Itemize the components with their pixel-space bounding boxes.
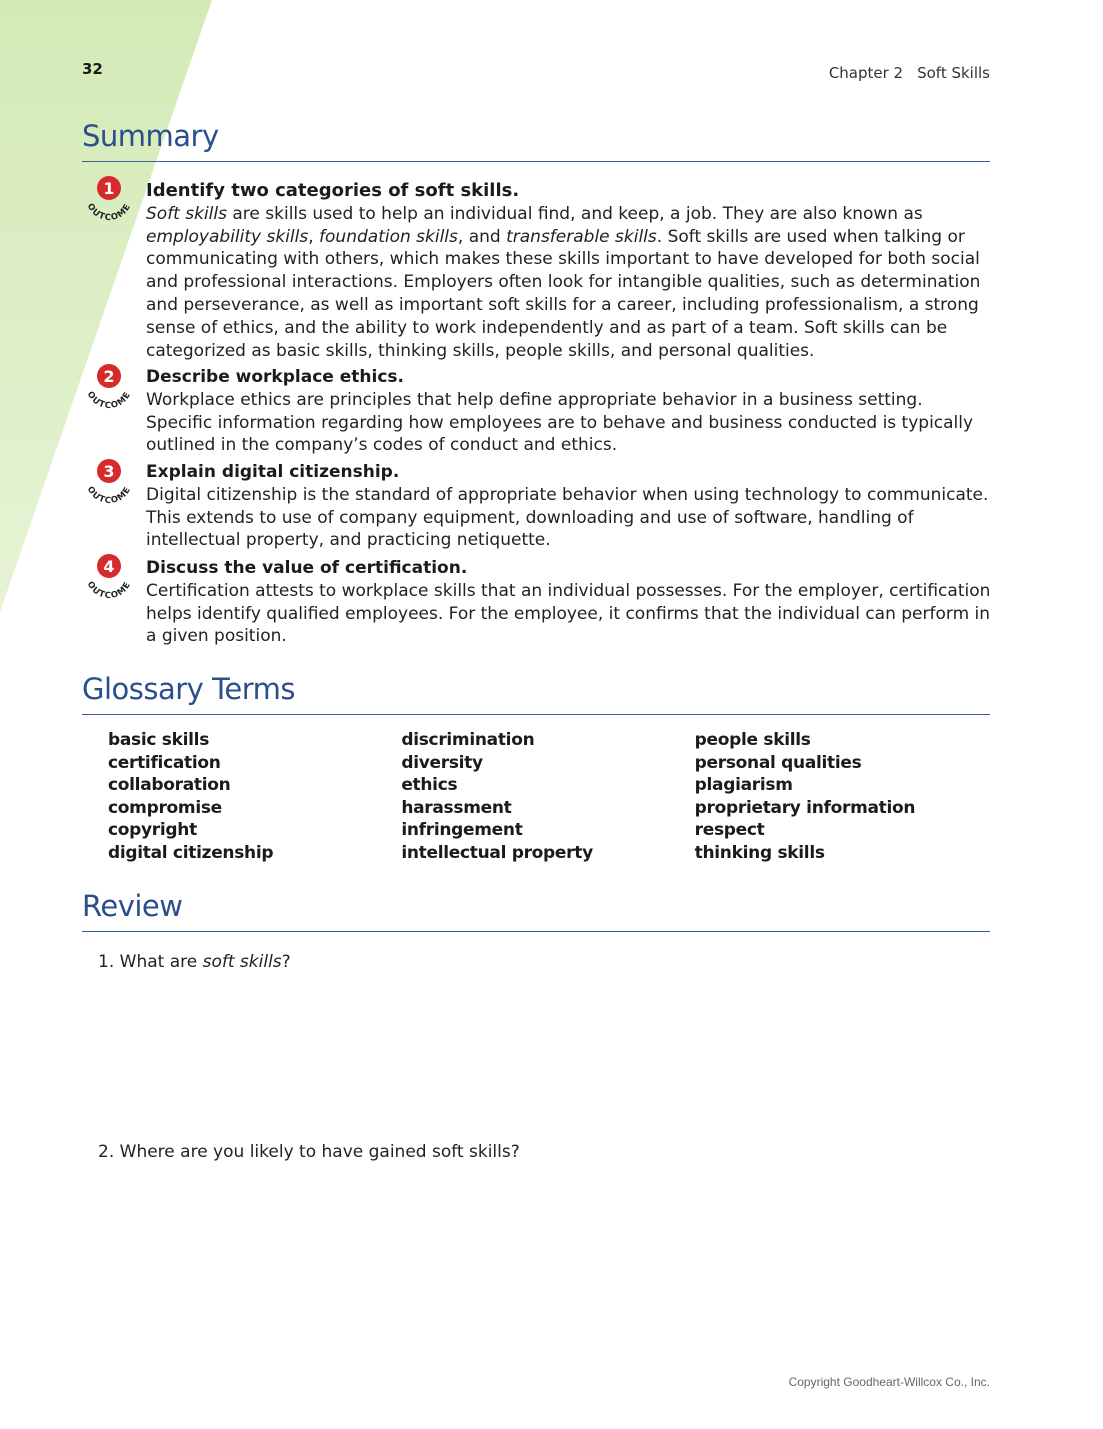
question-number: 2. (98, 1142, 115, 1162)
outcome-4-number: 4 (103, 557, 115, 576)
running-head (829, 64, 990, 82)
outcome-1 (146, 180, 992, 362)
outcome-2-number: 2 (103, 367, 115, 386)
outcome-3-number: 3 (103, 462, 115, 481)
glossary-term: certification (108, 752, 221, 773)
glossary-term: personal qualities (694, 752, 862, 773)
glossary-term: compromise (108, 797, 222, 818)
glossary-term: plagiarism (694, 775, 793, 796)
chapter-title: Soft Skills (917, 64, 990, 82)
outcome-1-badge-label: OUTCOME (84, 201, 134, 221)
outcome-1-body-part: foundation skills (319, 226, 458, 247)
outcome-3-body: Digital citizenship is the standard of appropriate behavior when using technology to communicate. This extends to use of company equipment, downloading and use of software, handling of intellectual property, and practicing netiquette. (146, 484, 989, 551)
glossary-term: copyright (108, 820, 197, 841)
question-text-part: soft skills (202, 952, 282, 972)
outcome-1-badge-icon (80, 175, 138, 221)
glossary-term: discrimination (401, 730, 535, 750)
question-text-part: What are (119, 952, 203, 972)
page-number: 32 (82, 60, 103, 78)
outcome-1-body-part: transferable skills (506, 226, 657, 247)
glossary-term: harassment (401, 797, 512, 818)
outcome-3-heading: Explain digital citizenship. (146, 462, 400, 482)
glossary-column (695, 729, 988, 865)
outcome-3-badge-label: OUTCOME (84, 484, 134, 504)
glossary-term: proprietary information (694, 797, 916, 818)
outcome-2-badge-label: OUTCOME (84, 389, 134, 409)
outcome-3 (146, 461, 992, 552)
question-number: 1. (98, 952, 115, 972)
glossary-term: digital citizenship (108, 842, 274, 863)
question-text: Where are you likely to have gained soft skills? (119, 1142, 520, 1162)
review-question-1 (98, 952, 291, 972)
outcome-1-heading: Identify two categories of soft skills. (146, 180, 520, 201)
outcome-2-badge-icon (80, 363, 138, 409)
outcome-2-body: Workplace ethics are principles that help define appropriate behavior in a business setting. Specific information regarding how employees are to behave and business conducted is typically outlined in the company’s codes of conduct and ethics. (146, 389, 974, 456)
outcome-1-body-part: are skills used to help an individual find, and keep, a job. They are also known as (226, 203, 923, 224)
outcome-4-badge-icon (80, 553, 138, 599)
glossary-term: basic skills (108, 730, 210, 750)
copyright-notice: Copyright Goodheart-Willcox Co., Inc. (788, 1375, 990, 1389)
glossary-term: diversity (401, 752, 483, 773)
summary-title: Summary (82, 119, 990, 162)
outcome-4-heading: Discuss the value of certification. (146, 558, 468, 578)
glossary-term: infringement (401, 820, 523, 841)
outcome-1-number: 1 (103, 179, 115, 198)
outcome-1-body-part: . Soft skills are used when talking or communicating with others, which makes these skills important to have developed for both social and professional interactions. Employers often look for intangible qualities, such as determination and perseverance, as well as important soft skills for a career, including professionalism, a strong sense of ethics, and the ability to work independently and as part of a team. Soft skills can be categorized as basic skills, thinking skills, people skills, and personal qualities. (146, 226, 981, 361)
chapter-label: Chapter 2 (828, 64, 904, 82)
outcome-1-body-part: , (308, 226, 320, 247)
outcome-1-body (146, 203, 992, 363)
glossary-title: Glossary Terms (82, 672, 990, 715)
outcome-2-heading: Describe workplace ethics. (146, 367, 404, 387)
review-title: Review (82, 889, 990, 932)
glossary-term: thinking skills (694, 842, 825, 863)
outcome-4-badge-label: OUTCOME (84, 579, 134, 599)
glossary-column (108, 729, 401, 865)
svg-text:OUTCOME (85, 580, 134, 599)
question-text-part: ? (281, 952, 291, 972)
glossary-column (401, 729, 694, 865)
glossary-terms-grid (108, 729, 988, 865)
glossary-term: intellectual property (401, 842, 593, 863)
outcome-2 (146, 366, 992, 457)
svg-text:OUTCOME (85, 485, 134, 504)
outcome-3-badge-icon (80, 458, 138, 504)
question-text (120, 952, 291, 972)
glossary-term: ethics (401, 775, 458, 796)
review-question-2 (98, 1142, 520, 1162)
glossary-term: people skills (694, 730, 811, 750)
outcome-4 (146, 557, 992, 648)
svg-text:OUTCOME (85, 390, 134, 409)
glossary-term: collaboration (108, 775, 231, 796)
glossary-term: respect (694, 820, 765, 841)
outcome-1-body-part: , and (457, 226, 507, 247)
outcome-1-body-part: Soft skills (146, 203, 227, 224)
svg-text:OUTCOME (85, 202, 134, 221)
outcome-1-body-part: employability skills (146, 226, 309, 247)
outcome-4-body: Certification attests to workplace skills that an individual possesses. For the employer, certification helps identify qualified employees. For the employee, it confirms that the individual can perform in a given position. (146, 580, 991, 647)
